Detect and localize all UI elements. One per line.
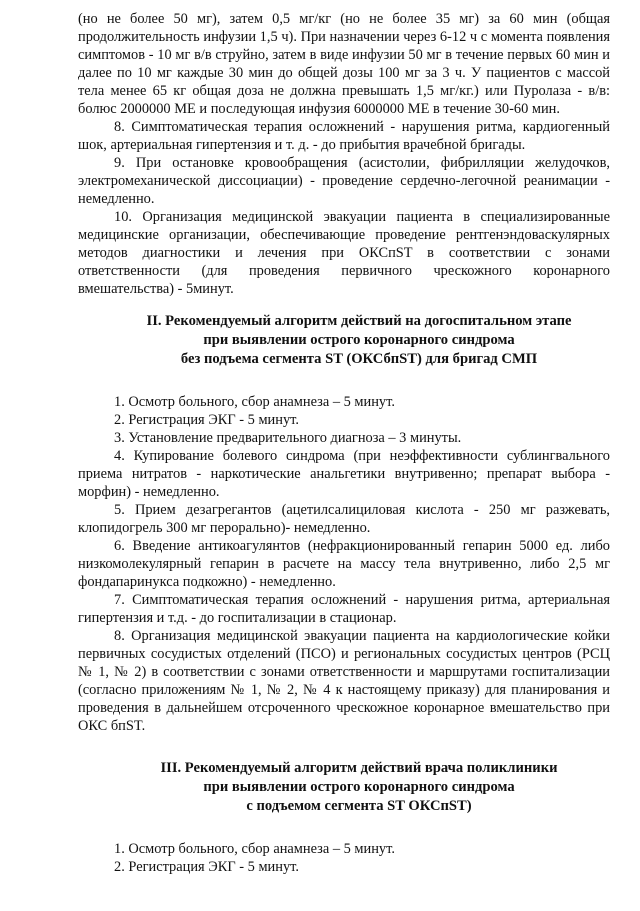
document-page xyxy=(78,10,610,876)
list-item: 8. Симптоматическая терапия осложнений - нарушения ритма, кардиогенный шок, артериальная гипертензия и т. д. - до прибытия врачебной бригады. xyxy=(78,119,610,153)
section3-heading xyxy=(78,759,610,816)
intro-paragraph: (но не более 50 мг), затем 0,5 мг/кг (но не более 35 мг) за 60 мин (общая продолжительность инфузии 1,5 ч). При назначении через 6-12 ч с момента появления симптомов - 10 мг в/в струйно, затем в виде инфузии 50 мг в течение первых 60 мин и далее по 10 мг каждые 30 мин до общей дозы 100 мг за 3 ч. У пациентов с массой тела менее 65 кг общая доза не должна превышать 1,5 мг/кг.) или Пуролаза - в/в: болюс 2000000 МЕ и последующая инфузия 6000000 МЕ в течение 30-60 мин. xyxy=(78,11,610,117)
list-item: 8. Организация медицинской эвакуации пациента на кардиологические койки первичных сосудистых отделений (ПСО) и региональных сосудистых центров (РСЦ № 1, № 2) в соответствии с зонами ответственности и маршрутами госпитализации (согласно приложениям № 1, № 2, № 4 к настоящему приказу) для планирования и проведения в дальнейшем отсроченного чрескожное коронарное вмешательство при ОКС бпST. xyxy=(78,628,610,734)
section-title-line: III. Рекомендуемый алгоритм действий врача поликлиники xyxy=(160,760,558,776)
list-item: 10. Организация медицинской эвакуации пациента в специализированные медицинские организации, обеспечивающие проведение рентгенэндоваскулярных методов диагностики и лечения при ОКСпST в соответствии с зонами ответственности (для проведения первичного чрескожного коронарного вмешательства) - 5минут. xyxy=(78,209,610,297)
section3-list xyxy=(78,840,610,876)
section2-heading xyxy=(78,312,610,369)
section2-list xyxy=(78,393,610,735)
list-item: 2. Регистрация ЭКГ - 5 минут. xyxy=(114,859,299,875)
list-item: 9. При остановке кровообращения (асистолии, фибрилляции желудочков, электромеханической диссоциации) - проведение сердечно-легочной реанимации - немедленно. xyxy=(78,155,610,207)
section1-list xyxy=(78,118,610,298)
list-item: 6. Введение антикоагулянтов (нефракционированный гепарин 5000 ед. либо низкомолекулярный гепарин в расчете на массу тела внутривенно, либо 2,5 мг фондапаринукса подкожно) - немедленно. xyxy=(78,538,610,590)
section-title-line: без подъема сегмента ST (ОКСбпST) для бригад СМП xyxy=(180,351,538,367)
section-title-line: с подъемом сегмента ST ОКСпST) xyxy=(246,798,472,814)
list-item: 2. Регистрация ЭКГ - 5 минут. xyxy=(114,412,299,428)
list-item: 4. Купирование болевого синдрома (при неэффективности сублингвального приема нитратов - наркотические анальгетики внутривенно; препарат выбора - морфин) - немедленно. xyxy=(78,448,610,500)
list-item: 3. Установление предварительного диагноза – 3 минуты. xyxy=(114,430,462,446)
section-title-line: при выявлении острого коронарного синдрома xyxy=(203,779,515,795)
list-item: 1. Осмотр больного, сбор анамнеза – 5 минут. xyxy=(114,841,395,857)
list-item: 1. Осмотр больного, сбор анамнеза – 5 минут. xyxy=(114,394,395,410)
section-title-line: при выявлении острого коронарного синдрома xyxy=(203,332,515,348)
list-item: 7. Симптоматическая терапия осложнений - нарушения ритма, артериальная гипертензия и т.д. - до госпитализации в стационар. xyxy=(78,592,610,626)
section-title-line: II. Рекомендуемый алгоритм действий на догоспитальном этапе xyxy=(146,313,572,329)
list-item: 5. Прием дезагрегантов (ацетилсалициловая кислота - 250 мг разжевать, клопидогрель 300 мг перорально)- немедленно. xyxy=(78,502,610,536)
